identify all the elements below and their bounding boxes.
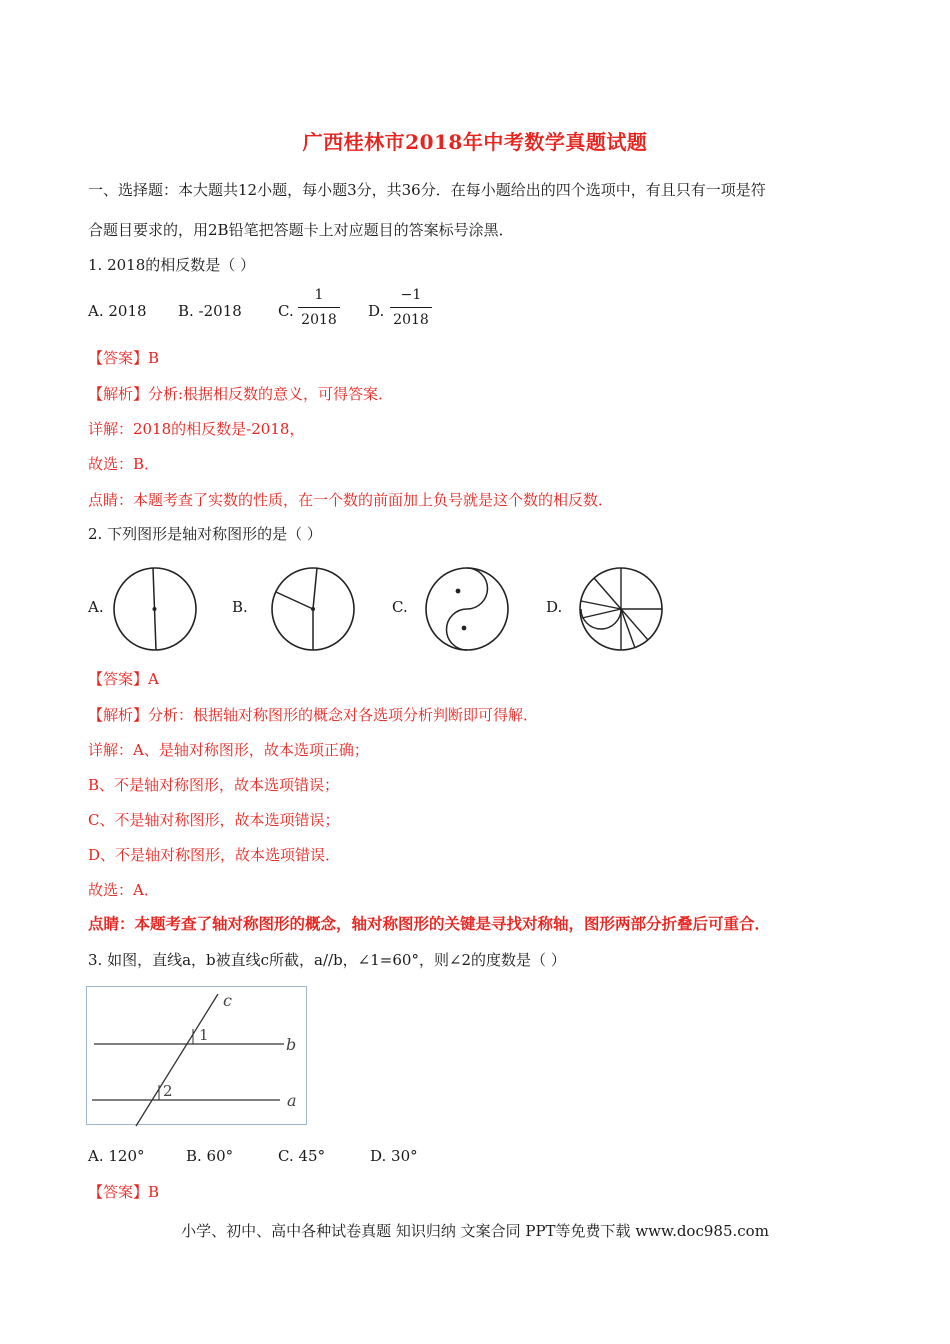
q2-choose: 故选：A． xyxy=(88,881,159,899)
q3-answer: 【答案】B xyxy=(88,1183,160,1201)
q1-option-a: A. 2018 xyxy=(88,302,147,320)
q1-option-d-fraction xyxy=(390,286,432,329)
q1-analysis: 【解析】分析:根据相反数的意义，可得答案． xyxy=(88,385,394,403)
q2-comment: 点睛：本题考查了轴对称图形的概念，轴对称图形的关键是寻找对称轴，图形两部分折叠后可重合． xyxy=(88,915,771,933)
q1-option-b: B. -2018 xyxy=(178,302,242,320)
q1-option-d-label: D. xyxy=(368,302,385,320)
q2-analysis: 【解析】分析：根据轴对称图形的概念对各选项分析判断即可得解． xyxy=(88,706,539,724)
q1-detail: 详解：2018的相反数是-2018， xyxy=(88,420,305,438)
q2-figure-d xyxy=(578,566,664,652)
q3-option-b: B. 60° xyxy=(186,1147,234,1165)
q3-option-d: D. 30° xyxy=(370,1147,418,1165)
q3-label-b: b xyxy=(286,1035,297,1054)
section-instruction-line-1: 一、选择题：本大题共12小题，每小题3分，共36分．在每小题给出的四个选项中，有且只有一项是符 xyxy=(88,181,766,199)
q1-option-c-label: C. xyxy=(278,302,294,320)
q2-figure-b xyxy=(270,566,356,652)
q2-figure-c xyxy=(424,566,510,652)
q2-detail-b: B、不是轴对称图形，故本选项错误； xyxy=(88,776,340,794)
q2-option-d-label: D. xyxy=(546,598,563,616)
q2-detail-c: C、不是轴对称图形，故本选项错误； xyxy=(88,811,340,829)
q2-option-b-label: B. xyxy=(232,598,248,616)
page-footer: 小学、初中、高中各种试卷真题 知识归纳 文案合同 PPT等免费下载 www.doc985.com xyxy=(181,1222,769,1240)
q1-answer: 【答案】B xyxy=(88,349,160,367)
q2-stem: 2. 下列图形是轴对称图形的是（ ） xyxy=(88,525,322,543)
q1-option-d-denominator: 2018 xyxy=(393,312,429,328)
q1-option-d-numerator: −1 xyxy=(400,287,422,303)
q2-option-a-label: A. xyxy=(88,598,104,616)
section-instruction-line-2: 合题目要求的，用2B铅笔把答题卡上对应题目的答案标号涂黑． xyxy=(88,221,514,239)
q1-option-c-fraction xyxy=(298,286,340,329)
document-title: 广西桂林市2018年中考数学真题试题 xyxy=(302,130,648,154)
q3-label-angle-1: 1 xyxy=(199,1026,209,1044)
q2-figure-a xyxy=(112,566,198,652)
q1-stem: 1. 2018的相反数是（ ） xyxy=(88,256,256,274)
q1-option-c-numerator: 1 xyxy=(314,287,324,303)
q2-option-c-label: C. xyxy=(392,598,408,616)
q1-choose: 故选：B． xyxy=(88,455,160,473)
q3-label-angle-2: 2 xyxy=(163,1082,173,1100)
q1-option-c-denominator: 2018 xyxy=(301,312,337,328)
q3-stem: 3. 如图，直线a，b被直线c所截，a//b，∠1=60°，则∠2的度数是（ ） xyxy=(88,951,566,969)
q3-label-a: a xyxy=(287,1091,297,1110)
q3-label-c: c xyxy=(223,991,232,1010)
q3-option-a: A. 120° xyxy=(88,1147,145,1165)
q2-answer: 【答案】A xyxy=(88,670,159,688)
q2-detail-a: 详解：A、是轴对称图形，故本选项正确； xyxy=(88,741,369,759)
q3-figure xyxy=(86,986,308,1126)
q3-option-c: C. 45° xyxy=(278,1147,326,1165)
q1-comment: 点睛：本题考查了实数的性质，在一个数的前面加上负号就是这个数的相反数． xyxy=(88,491,614,509)
q2-detail-d: D、不是轴对称图形，故本选项错误． xyxy=(88,846,341,864)
